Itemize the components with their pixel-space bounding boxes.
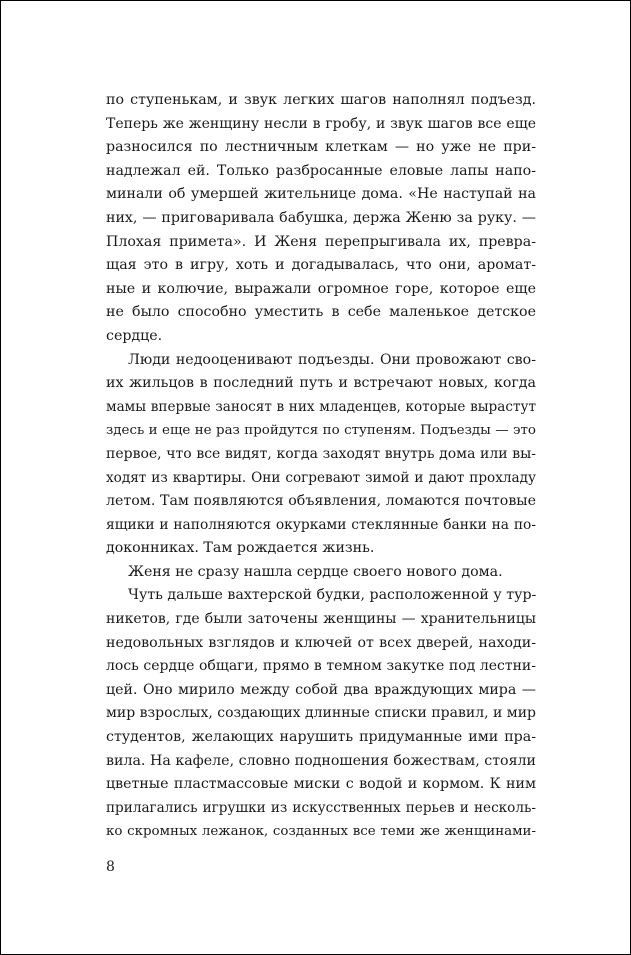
text-line: не было способно уместить в себе маленькое детское	[106, 304, 536, 321]
text-line: ко скромных лежанок, созданных все теми же женщинами-	[106, 824, 536, 840]
text-line: недовольных взглядов и ключей от всех дверей, находи-	[106, 634, 536, 651]
text-line: минали об умершей жительнице дома. «Не наступай на	[106, 186, 536, 203]
text-line: летом. Там появляются объявления, ломаются почтовые	[106, 493, 536, 510]
text-line: Чуть дальше вахтерской будки, расположенной у тур-	[128, 587, 536, 604]
body-text	[106, 89, 536, 844]
text-line: мир взрослых, создающих длинные списки правил, и мир	[106, 705, 536, 722]
text-line: здесь и еще не раз пройдутся по ступеням. Подъезды — это	[106, 423, 536, 439]
text-line: первое, что все видят, когда заходят внутрь дома или вы-	[106, 445, 536, 462]
page-number: 8	[106, 859, 115, 875]
text-line: сердце.	[106, 327, 163, 344]
text-line: надлежал ей. Только разбросанные еловые лапы напо-	[106, 162, 536, 179]
text-line: щая это в игру, хоть и догадывалась, что они, аромат-	[106, 257, 536, 274]
text-line: ходят из квартиры. Они согревают зимой и дают прохладу	[106, 469, 536, 486]
text-line: лось сердце общаги, прямо в темном закутке под лестни-	[106, 658, 536, 675]
text-line: их жильцов в последний путь и встречают новых, когда	[106, 375, 536, 392]
text-line: ящики и наполняются окурками стеклянные банки на по-	[106, 516, 536, 533]
text-line: никетов, где были заточены женщины — хранительницы	[106, 611, 536, 628]
text-line: Теперь же женщину несли в гробу, и звук шагов все еще	[106, 115, 536, 132]
text-line: доконниках. Там рождается жизнь.	[106, 540, 375, 557]
text-line: ные и колючие, выражали огромное горе, которое еще	[106, 280, 536, 297]
text-line: студентов, желающих нарушить придуманные ими пра-	[106, 729, 536, 746]
text-line: Люди недооценивают подъезды. Они провожают сво-	[128, 351, 536, 368]
text-line: мамы впервые заносят в них младенцев, которые вырастут	[106, 398, 536, 415]
text-line: них, — приговаривала бабушка, держа Женю за руку. —	[106, 209, 536, 226]
text-line: цветные пластмассовые миски с водой и кормом. К ним	[106, 776, 536, 793]
text-line: вила. На кафеле, словно подношения божествам, стояли	[106, 752, 536, 769]
text-line: Женя не сразу нашла сердце своего нового дома.	[128, 563, 503, 580]
text-line: разносился по лестничным клеткам — но уже не при-	[106, 139, 536, 156]
text-line: цей. Оно мирило между собой два враждующих мира —	[106, 681, 536, 698]
text-line: по ступенькам, и звук легких шагов наполнял подъезд.	[106, 92, 536, 108]
text-line: Плохая примета». И Женя перепрыгивала их, превра-	[106, 233, 536, 250]
text-line: прилагались игрушки из искусственных перьев и несколь-	[106, 799, 536, 816]
